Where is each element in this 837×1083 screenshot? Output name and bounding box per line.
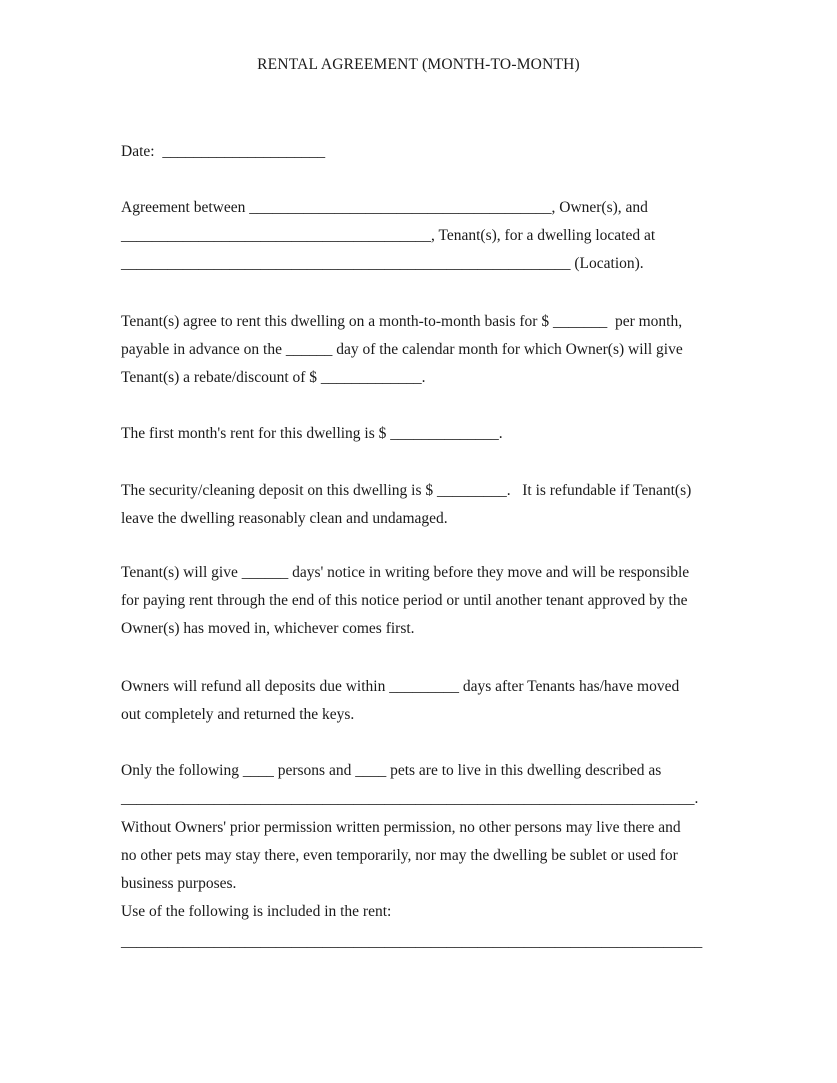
document-title: RENTAL AGREEMENT (MONTH-TO-MONTH) xyxy=(257,56,580,73)
agreement-tenant-line: ________________________________________, Tenant(s), for a dwelling located at xyxy=(121,227,656,244)
permission-line-3: business purposes. xyxy=(121,875,237,892)
permission-line-2: no other pets may stay there, even temporarily, nor may the dwelling be sublet or used for xyxy=(121,847,678,864)
refund-line-2: out completely and returned the keys. xyxy=(121,706,355,723)
security-deposit-line-2: leave the dwelling reasonably clean and undamaged. xyxy=(121,510,448,527)
date-line: Date: _____________________ xyxy=(121,143,326,160)
agreement-location-line: __________________________________________________________ (Location). xyxy=(121,255,644,272)
rent-terms-line-1: Tenant(s) agree to rent this dwelling on a month-to-month basis for $ _______ per month, xyxy=(121,313,683,330)
permission-line-1: Without Owners' prior permission written permission, no other persons may live there and xyxy=(121,819,681,836)
occupants-line-2: __________________________________________________________________________. xyxy=(121,790,699,807)
rent-terms-line-2: payable in advance on the ______ day of the calendar month for which Owner(s) will give xyxy=(121,341,683,358)
refund-line-1: Owners will refund all deposits due within _________ days after Tenants has/have moved xyxy=(121,678,680,695)
security-deposit-line-1: The security/cleaning deposit on this dwelling is $ _________. It is refundable if Tenant(s) xyxy=(121,482,692,499)
notice-line-2: for paying rent through the end of this notice period or until another tenant approved by the xyxy=(121,592,688,609)
included-use-line-1: Use of the following is included in the rent: xyxy=(121,903,392,920)
notice-line-3: Owner(s) has moved in, whichever comes first. xyxy=(121,620,415,637)
rent-terms-line-3: Tenant(s) a rebate/discount of $ _____________. xyxy=(121,369,426,386)
included-use-line-2: ___________________________________________________________________________ xyxy=(121,933,703,950)
notice-line-1: Tenant(s) will give ______ days' notice in writing before they move and will be responsible xyxy=(121,564,690,581)
first-month-rent-line: The first month's rent for this dwelling is $ ______________. xyxy=(121,425,503,442)
occupants-line-1: Only the following ____ persons and ____ pets are to live in this dwelling described as xyxy=(121,762,662,779)
agreement-owner-line: Agreement between _______________________________________, Owner(s), and xyxy=(121,199,648,216)
